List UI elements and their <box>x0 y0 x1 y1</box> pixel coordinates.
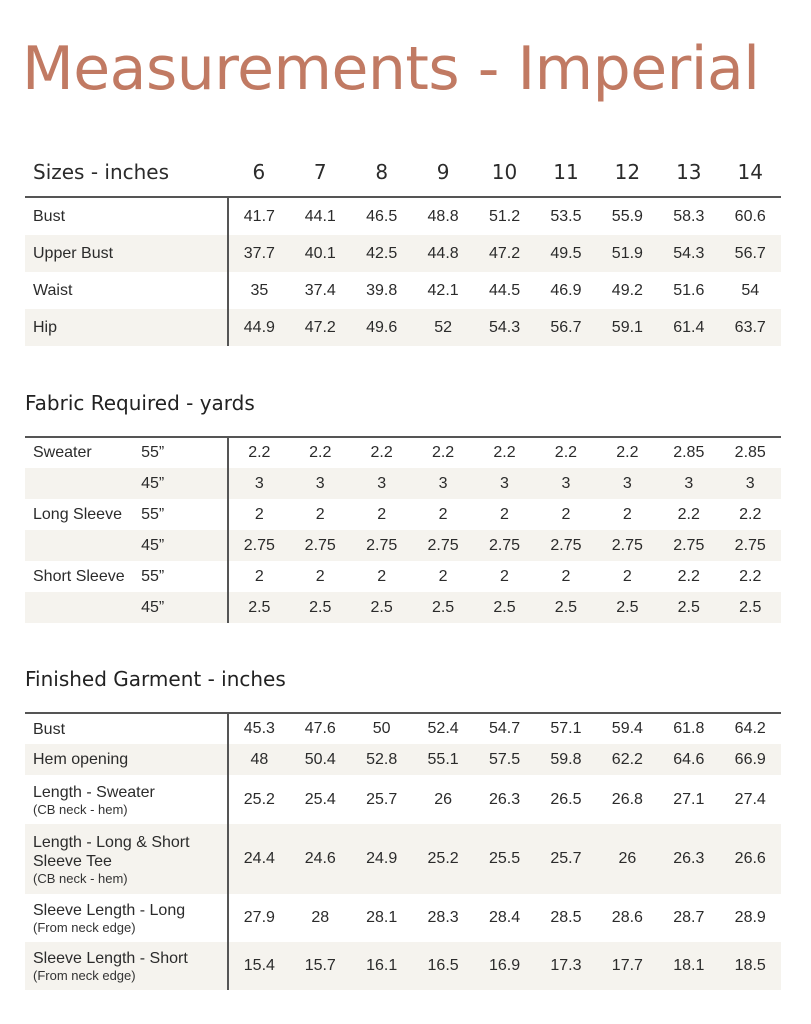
fabric-width: 45” <box>141 468 228 499</box>
finished-cell: 24.9 <box>351 824 412 894</box>
yardage-cell: 3 <box>719 468 781 499</box>
finished-cell: 28.5 <box>550 909 582 926</box>
table-row <box>25 775 781 824</box>
measurement-cell: 51.6 <box>673 281 705 299</box>
finished-cell: 28.6 <box>611 909 643 926</box>
measurement-cell: 40.1 <box>290 235 351 272</box>
table-row <box>25 592 781 623</box>
row-label <box>25 592 141 623</box>
yardage-cell: 2.5 <box>412 592 473 623</box>
yardage-cell: 2.5 <box>290 592 351 623</box>
table-row <box>25 530 781 561</box>
yardage-cell: 2.85 <box>734 444 766 461</box>
row-label-line2: Sleeve Tee <box>33 852 112 870</box>
yardage-cell: 2 <box>561 505 571 523</box>
finished-cell: 28 <box>311 909 330 926</box>
finished-cell: 57.5 <box>474 744 535 775</box>
measurement-cell: 39.8 <box>366 281 398 299</box>
finished-cell: 61.8 <box>673 720 705 737</box>
measurement-cell: 59.1 <box>597 309 658 346</box>
yardage-cell: 2.5 <box>228 592 289 623</box>
finished-cell: 66.9 <box>720 744 782 775</box>
measurement-cell: 61.4 <box>658 309 719 346</box>
yardage-cell: 3 <box>351 468 412 499</box>
row-label: Short Sleeve <box>33 567 125 585</box>
finished-cell: 50.4 <box>290 744 351 775</box>
finished-cell: 26.8 <box>611 790 643 808</box>
measurement-cell: 54.3 <box>658 235 719 272</box>
yardage-cell: 2.5 <box>474 592 535 623</box>
row-label <box>25 894 228 942</box>
sizes-header-label: Sizes - inches <box>25 147 228 197</box>
table-row <box>25 197 781 235</box>
yardage-cell: 2 <box>228 561 289 592</box>
yardage-cell: 2 <box>315 567 325 585</box>
row-label: Sweater <box>33 444 92 461</box>
measurement-cell: 58.3 <box>673 207 705 225</box>
table-row <box>25 468 781 499</box>
row-label: Bust <box>33 207 66 225</box>
measurement-cell: 42.5 <box>351 235 412 272</box>
yardage-cell: 2.2 <box>493 444 516 461</box>
table-row <box>25 824 781 894</box>
yardage-cell: 3 <box>290 468 351 499</box>
fabric-width: 45” <box>141 592 228 623</box>
measurement-cell: 47.2 <box>474 235 535 272</box>
yardage-cell: 2.75 <box>228 530 289 561</box>
row-label-note: (From neck edge) <box>33 968 136 983</box>
measurement-cell: 53.5 <box>550 207 582 225</box>
finished-cell: 28.9 <box>734 909 766 926</box>
finished-cell: 16.1 <box>351 942 412 990</box>
finished-cell: 26.5 <box>550 790 582 808</box>
measurement-cell: 37.7 <box>228 235 289 272</box>
finished-cell: 59.4 <box>611 720 643 737</box>
yardage-cell: 2.2 <box>739 505 762 523</box>
finished-cell: 18.1 <box>658 942 719 990</box>
finished-cell: 25.2 <box>412 824 473 894</box>
finished-cell: 52.4 <box>427 720 459 737</box>
yardage-cell: 3 <box>412 468 473 499</box>
row-label-note: (CB neck - hem) <box>33 801 128 817</box>
row-label-note: (From neck edge) <box>33 920 136 935</box>
yardage-cell: 2.2 <box>228 437 289 468</box>
measurement-cell: 44.1 <box>304 207 336 225</box>
finished-cell: 28.7 <box>673 909 705 926</box>
row-label <box>25 775 228 824</box>
measurement-cell: 54.3 <box>474 309 535 346</box>
yardage-cell: 2.5 <box>351 592 412 623</box>
yardage-cell: 2.75 <box>474 530 535 561</box>
measurement-cell: 56.7 <box>535 309 596 346</box>
finished-cell: 62.2 <box>597 744 658 775</box>
size-header: 13 <box>658 147 719 197</box>
table-row <box>25 437 781 468</box>
yardage-cell: 2 <box>622 567 632 585</box>
finished-cell: 26 <box>434 790 452 808</box>
measurement-cell: 51.2 <box>488 207 521 225</box>
row-label: Hip <box>25 309 228 346</box>
finished-cell: 15.7 <box>290 942 351 990</box>
finished-cell: 24.4 <box>228 824 289 894</box>
table-row <box>25 235 781 272</box>
finished-cell: 50 <box>372 720 391 737</box>
yardage-cell: 2.75 <box>535 530 596 561</box>
measurement-cell: 56.7 <box>720 235 782 272</box>
yardage-cell: 2.85 <box>673 444 705 461</box>
fabric-section-title: Fabric Required - yards <box>25 391 255 415</box>
measurement-cell: 49.6 <box>351 309 412 346</box>
row-label <box>25 824 228 894</box>
table-row <box>25 561 781 592</box>
yardage-cell: 3 <box>597 468 658 499</box>
measurement-cell: 37.4 <box>304 281 336 299</box>
yardage-cell: 2 <box>500 505 509 523</box>
finished-cell: 54.7 <box>488 720 521 737</box>
finished-cell: 57.1 <box>550 720 582 737</box>
fabric-width: 45” <box>141 530 228 561</box>
size-header: 6 <box>228 147 289 197</box>
finished-cell: 52.8 <box>351 744 412 775</box>
yardage-cell: 2.75 <box>719 530 781 561</box>
finished-cell: 17.7 <box>597 942 658 990</box>
yardage-cell: 3 <box>228 468 289 499</box>
yardage-cell: 2 <box>438 567 448 585</box>
size-header: 11 <box>535 147 596 197</box>
page-title: Measurements - Imperial <box>22 34 760 104</box>
table-row <box>25 309 781 346</box>
row-label-main: Bust <box>33 720 66 738</box>
finished-cell: 47.6 <box>304 720 336 737</box>
measurement-cell: 41.7 <box>228 197 289 235</box>
row-label <box>25 942 228 990</box>
measurement-cell: 49.5 <box>535 235 596 272</box>
yardage-cell: 2.75 <box>597 530 658 561</box>
finished-cell: 17.3 <box>535 942 596 990</box>
finished-cell: 27.9 <box>228 894 289 942</box>
measurement-cell: 63.7 <box>720 309 782 346</box>
finished-cell: 64.2 <box>734 720 766 737</box>
yardage-cell: 2.2 <box>431 444 455 461</box>
finished-cell: 24.6 <box>290 824 351 894</box>
row-label <box>25 468 141 499</box>
finished-cell: 26.3 <box>658 824 719 894</box>
yardage-cell: 2 <box>500 567 509 585</box>
measurement-cell: 47.2 <box>290 309 351 346</box>
measurement-cell: 42.1 <box>427 281 459 299</box>
row-label <box>25 744 228 775</box>
finished-cell: 25.4 <box>304 790 336 808</box>
finished-cell: 45.3 <box>228 713 289 744</box>
yardage-cell: 2.75 <box>351 530 412 561</box>
yardage-cell: 2.2 <box>677 505 700 523</box>
measurement-cell: 55.9 <box>611 207 643 225</box>
finished-cell: 25.7 <box>366 790 398 808</box>
yardage-cell: 2 <box>377 567 387 585</box>
yardage-cell: 2.5 <box>597 592 658 623</box>
table-row <box>25 713 781 744</box>
yardage-cell: 3 <box>474 468 535 499</box>
row-label-main: Hem opening <box>33 751 129 768</box>
finished-cell: 26 <box>597 824 658 894</box>
fabric-required-table <box>25 436 781 623</box>
yardage-cell: 2 <box>315 505 325 523</box>
finished-cell: 25.5 <box>474 824 535 894</box>
finished-cell: 26.3 <box>488 790 521 808</box>
row-label: Upper Bust <box>25 235 228 272</box>
row-label <box>25 530 141 561</box>
measurement-cell: 52 <box>412 309 473 346</box>
yardage-cell: 2.2 <box>370 444 393 461</box>
yardage-cell: 3 <box>535 468 596 499</box>
size-header: 9 <box>412 147 473 197</box>
row-label-main: Length - Long & Short <box>33 833 190 851</box>
row-label: Waist <box>33 281 73 299</box>
measurement-cell: 60.6 <box>734 207 766 225</box>
row-label: Long Sleeve <box>33 505 122 523</box>
finished-cell: 28.1 <box>366 909 398 926</box>
row-label-main: Sleeve Length - Short <box>33 950 188 967</box>
measurement-cell: 44.9 <box>228 309 289 346</box>
yardage-cell: 2 <box>622 505 632 523</box>
table-row <box>25 744 781 775</box>
yardage-cell: 2.2 <box>739 567 762 585</box>
yardage-cell: 2.5 <box>658 592 719 623</box>
finished-section-title: Finished Garment - inches <box>25 667 286 691</box>
size-header: 14 <box>720 147 782 197</box>
row-label-main: Sleeve Length - Long <box>33 902 186 919</box>
yardage-cell: 2.2 <box>554 444 578 461</box>
yardage-cell: 3 <box>658 468 719 499</box>
measurement-cell: 44.8 <box>412 235 473 272</box>
finished-cell: 64.6 <box>658 744 719 775</box>
row-label-note: (CB neck - hem) <box>33 870 128 886</box>
yardage-cell: 2 <box>228 499 289 530</box>
measurement-cell: 49.2 <box>611 281 643 299</box>
finished-cell: 28.3 <box>427 909 459 926</box>
yardage-cell: 2.75 <box>290 530 351 561</box>
finished-cell: 25.7 <box>535 824 596 894</box>
yardage-cell: 2.5 <box>535 592 596 623</box>
measurement-cell: 48.8 <box>427 207 459 225</box>
finished-cell: 48 <box>228 744 289 775</box>
finished-cell: 27.4 <box>734 790 766 808</box>
finished-cell: 16.9 <box>474 942 535 990</box>
measurement-cell: 46.5 <box>366 207 398 225</box>
finished-cell: 27.1 <box>673 790 705 808</box>
table-row <box>25 942 781 990</box>
size-header: 12 <box>597 147 658 197</box>
measurement-cell: 54 <box>741 281 760 299</box>
table-row <box>25 272 781 309</box>
size-header: 10 <box>474 147 535 197</box>
measurement-cell: 44.5 <box>488 281 521 299</box>
finished-cell: 28.4 <box>488 909 521 926</box>
fabric-width: 55” <box>141 444 165 461</box>
sizes-header-row <box>25 147 781 197</box>
finished-cell: 59.8 <box>535 744 596 775</box>
yardage-cell: 2.2 <box>677 567 700 585</box>
yardage-cell: 2.2 <box>309 444 332 461</box>
finished-cell: 15.4 <box>228 942 289 990</box>
row-label-main: Length - Sweater <box>33 783 155 801</box>
table-row <box>25 499 781 530</box>
fabric-width: 55” <box>141 505 165 523</box>
size-header: 7 <box>290 147 351 197</box>
yardage-cell: 2.75 <box>412 530 473 561</box>
finished-cell: 55.1 <box>412 744 473 775</box>
row-label <box>25 713 228 744</box>
yardage-cell: 2.2 <box>616 444 639 461</box>
finished-cell: 26.6 <box>720 824 782 894</box>
finished-cell: 16.5 <box>412 942 473 990</box>
yardage-cell: 2 <box>561 567 571 585</box>
body-measurements-table <box>25 147 781 346</box>
fabric-width: 55” <box>141 567 165 585</box>
yardage-cell: 2 <box>438 505 448 523</box>
yardage-cell: 2.75 <box>658 530 719 561</box>
table-row <box>25 894 781 942</box>
measurement-cell: 46.9 <box>550 281 582 299</box>
measurement-cell: 35 <box>228 272 289 309</box>
finished-cell: 25.2 <box>228 775 289 824</box>
finished-cell: 18.5 <box>720 942 782 990</box>
size-header: 8 <box>351 147 412 197</box>
finished-garment-table <box>25 712 781 990</box>
yardage-cell: 2 <box>377 505 387 523</box>
yardage-cell: 2.5 <box>719 592 781 623</box>
measurement-cell: 51.9 <box>597 235 658 272</box>
